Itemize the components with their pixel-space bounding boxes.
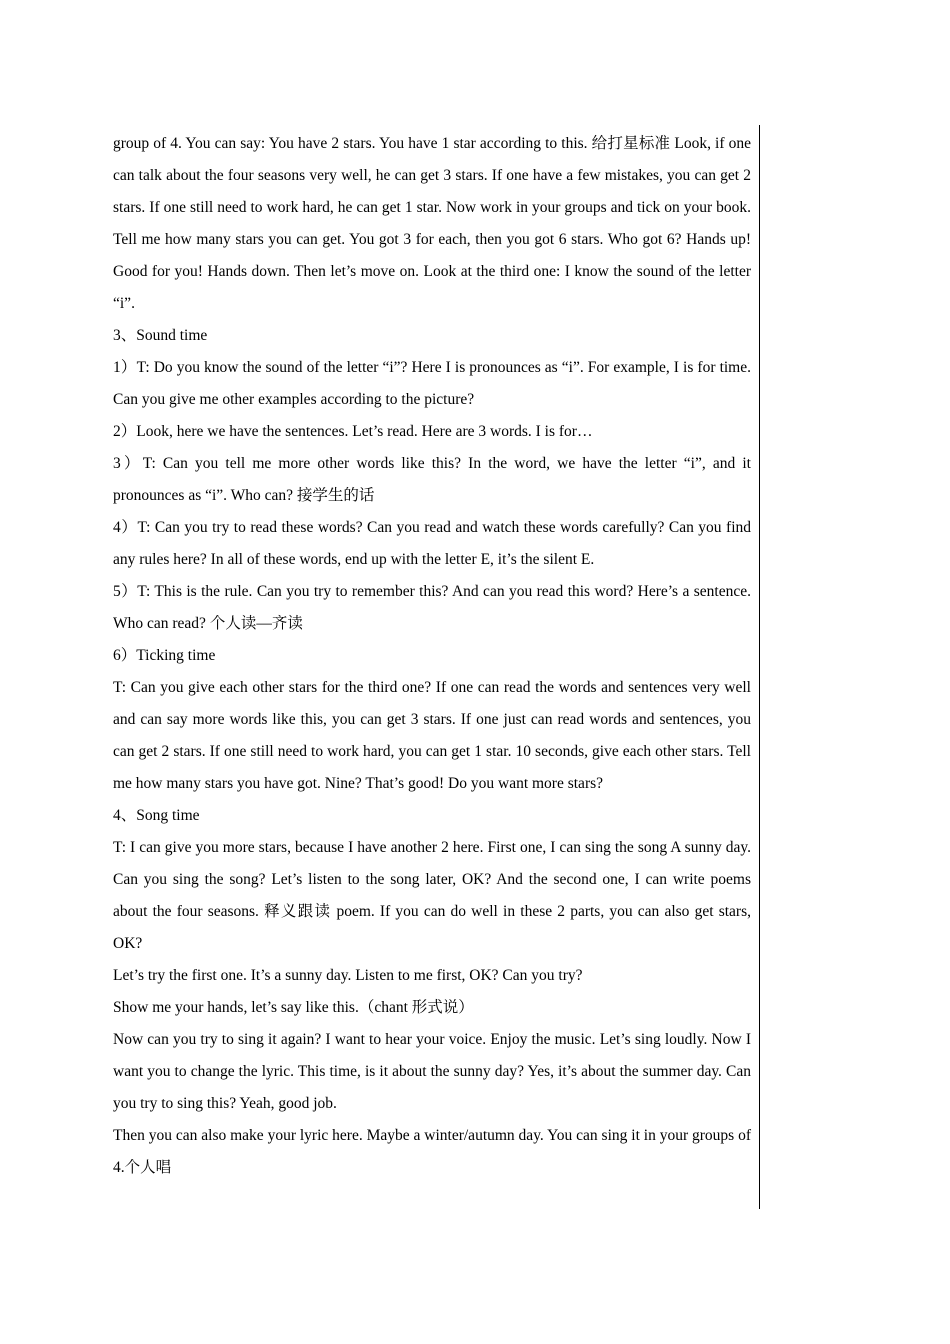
paragraph-sound-step-3: 3）T: Can you tell me more other words like this? In the word, we have the letter “i”, and it pronounces as “i”. Who can? 接学生的话: [113, 455, 751, 504]
paragraph-song-chant: Show me your hands, let’s say like this.（chant 形式说）: [113, 999, 474, 1016]
paragraph-star-criteria: group of 4. You can say: You have 2 stars. You have 1 star according to this. 给打星标准 Look, if one can talk about the four seasons very well, he can get 3 stars. If one have a few mistakes, you can get 2 stars. If one still need to work hard, he can get 1 star. Now work in your groups and tick on your book. Tell me how many stars you can get. You got 3 for each, then you got 6 stars. Who got 6? Hands up! Good for you! Hands down. Then let’s move on. Look at the third one: I know the sound of the letter “i”.: [113, 135, 751, 312]
paragraph-song-change-lyric: Now can you try to sing it again? I want to hear your voice. Enjoy the music. Let’s sing loudly. Now I want you to change the lyric. This time, is it about the sunny day? Yes, it’s about the summer day. Can you try to sing this? Yeah, good job.: [113, 1031, 751, 1112]
paragraph-song-own-lyric: Then you can also make your lyric here. Maybe a winter/autumn day. You can sing it in your groups of 4.个人唱: [113, 1127, 751, 1176]
heading-song-time: 4、Song time: [113, 807, 200, 824]
heading-sound-time: 3、Sound time: [113, 327, 208, 344]
paragraph-sound-step-4: 4）T: Can you try to read these words? Can you read and watch these words carefully? Can you find any rules here? In all of these words, end up with the letter E, it’s the silent E.: [113, 519, 751, 568]
paragraph-sound-step-2: 2）Look, here we have the sentences. Let’s read. Here are 3 words. I is for…: [113, 423, 593, 440]
paragraph-song-first: Let’s try the first one. It’s a sunny day. Listen to me first, OK? Can you try?: [113, 967, 583, 984]
paragraph-sound-step-1: 1）T: Do you know the sound of the letter “i”? Here I is pronounces as “i”. For example, I is for time. Can you give me other examples according to the picture?: [113, 359, 751, 408]
heading-ticking-time: 6）Ticking time: [113, 647, 216, 664]
paragraph-song-intro: T: I can give you more stars, because I have another 2 here. First one, I can sing the song A sunny day. Can you sing the song? Let’s listen to the song later, OK? And the second one, I can write poems about the four seasons. 释义跟读 poem. If you can do well in these 2 parts, you can also get stars, OK?: [113, 839, 751, 952]
page-right-border: [759, 125, 760, 1209]
paragraph-sound-step-5: 5）T: This is the rule. Can you try to remember this? And can you read this word? Here’s a sentence. Who can read? 个人读—齐读: [113, 583, 751, 632]
paragraph-ticking-stars: T: Can you give each other stars for the third one? If one can read the words and sentences very well and can say more words like this, you can get 3 stars. If one just can read words and sentences, you can get 2 stars. If one still need to work hard, you can get 1 star. 10 seconds, give each other stars. Tell me how many stars you have got. Nine? That’s good! Do you want more stars?: [113, 679, 751, 792]
document-body: [113, 128, 751, 1184]
